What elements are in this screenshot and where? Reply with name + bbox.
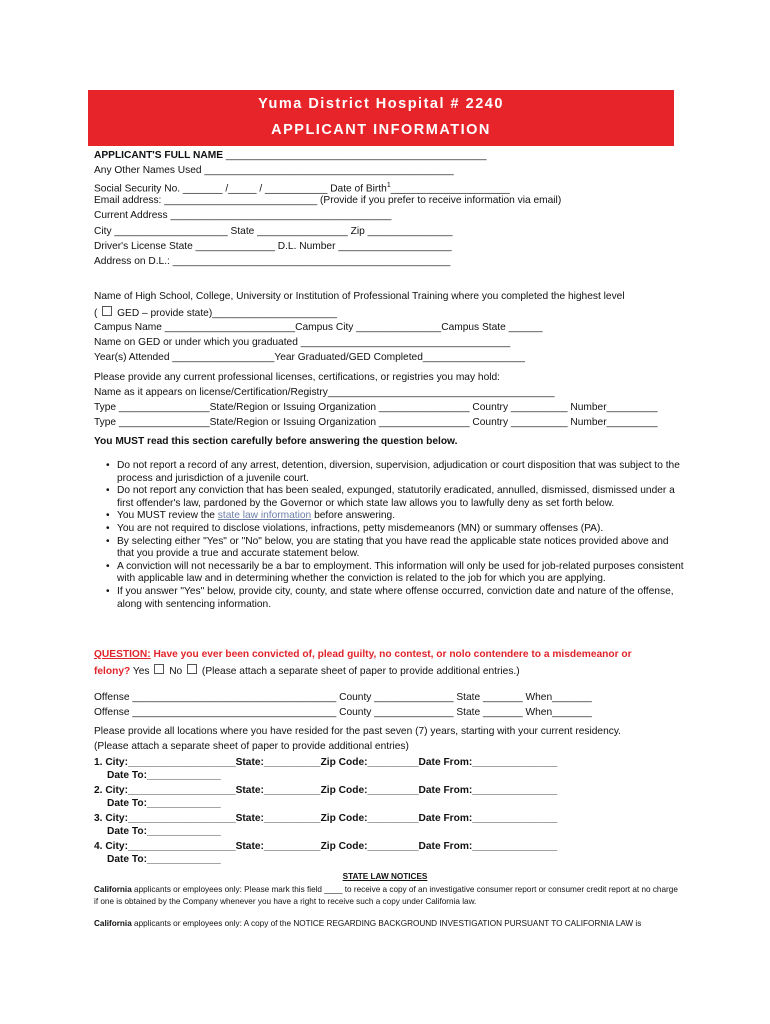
ged-name-field[interactable]: Name on GED or under which you graduated _____________________________________ xyxy=(94,337,511,348)
yes-checkbox[interactable] xyxy=(154,664,164,674)
residency-row-2[interactable]: 2. City:___________________State:__________Zip Code:_________Date From:_______________ xyxy=(94,785,558,796)
hospital-name: Yuma District Hospital # 2240 xyxy=(258,96,504,112)
residency-date-to-3[interactable]: Date To:_____________ xyxy=(107,826,221,837)
full-name-label: APPLICANT'S FULL NAME xyxy=(94,150,224,161)
question-label: QUESTION: xyxy=(94,649,151,660)
dl-address-field[interactable]: Address on D.L.: _________________________________________________ xyxy=(94,256,451,267)
conviction-question xyxy=(94,649,632,661)
no-label: No xyxy=(169,666,183,677)
notice-list xyxy=(94,460,684,611)
notice-item-selecting: • By selecting either "Yes" or "No" below, you are stating that you have read the applicable state notices provided above and that you provide a true and accurate statement below. xyxy=(94,536,684,561)
email-field[interactable]: Email address: ___________________________ (Provide if you prefer to receive information via email) xyxy=(94,195,562,206)
notice-item-juvenile: • Do not report a record of any arrest, detention, diversion, supervision, adjudication or court disposition that was subject to the process and jurisdiction of a juvenile court. xyxy=(94,460,684,485)
california-text-1: applicants or employees only: Please mark this field ____ to receive a copy of an investigative consumer report or consumer credit report at no charge if one is obtained by the Company whenever you have a right to receive such a copy under California law. xyxy=(94,885,678,906)
state-law-link[interactable]: state law information xyxy=(217,510,312,522)
california-notice-1 xyxy=(94,884,684,907)
yes-label: Yes xyxy=(132,666,150,677)
california-label-2: California xyxy=(94,919,132,928)
review-text-pre: You MUST review the xyxy=(117,510,218,522)
residency-date-to-2[interactable]: Date To:_____________ xyxy=(107,798,221,809)
dob-footnote: 1 xyxy=(386,182,391,189)
city-state-zip-field[interactable]: City ____________________ State ________________ Zip _______________ xyxy=(94,226,453,237)
ssn-label: Social Security No. _______ /_____ / ___________ Date of Birth xyxy=(94,183,387,195)
drivers-license-field[interactable]: Driver's License State ______________ D.L. Number ____________________ xyxy=(94,241,452,252)
conviction-answer xyxy=(94,664,520,678)
current-address-field[interactable]: Current Address _______________________________________ xyxy=(94,210,392,221)
residency-date-to-4[interactable]: Date To:_____________ xyxy=(107,854,221,865)
residency-row-3[interactable]: 3. City:___________________State:__________Zip Code:_________Date From:_______________ xyxy=(94,813,558,824)
license-type-field-2[interactable]: Type ________________State/Region or Issuing Organization ________________ Country __________ Number_________ xyxy=(94,417,658,428)
must-read-heading: You MUST read this section carefully before answering the question below. xyxy=(94,436,458,447)
notice-item-review xyxy=(94,510,684,523)
residency-attach-note: (Please attach a separate sheet of paper to provide additional entries) xyxy=(94,741,409,752)
residency-row-1[interactable]: 1. City:___________________State:__________Zip Code:_________Date From:_______________ xyxy=(94,757,558,768)
campus-field[interactable]: Campus Name _______________________Campus City _______________Campus State ______ xyxy=(94,322,543,333)
notice-item-conviction: • A conviction will not necessarily be a bar to employment. This information will only be used for job-related purposes consistent with applicable law and in determining whether the conviction is related to the job for which you are applying. xyxy=(94,561,684,586)
notice-item-sealed: • Do not report any conviction that has been sealed, expunged, statutorily eradicated, annulled, dismissed, dismissed under a first offender's law, pardoned by the Governor or which state law allows you to lawfully deny as set forth below. xyxy=(94,485,684,510)
ged-checkbox[interactable] xyxy=(102,306,112,316)
residency-intro: Please provide all locations where you have resided for the past seven (7) years, starting with your current residency. xyxy=(94,726,621,737)
notice-item-violations: • You are not required to disclose violations, infractions, petty misdemeanors (MN) or summary offenses (PA). xyxy=(94,523,684,536)
question-text: Have you ever been convicted of, plead guilty, no contest, or nolo contendere to a misdemeanor or xyxy=(150,649,632,660)
residency-date-to-1[interactable]: Date To:_____________ xyxy=(107,770,221,781)
licenses-intro: Please provide any current professional licenses, certifications, or registries you may hold: xyxy=(94,372,500,383)
license-name-field[interactable]: Name as it appears on license/Certification/Registry________________________________________ xyxy=(94,387,555,398)
notice-item-yes-answer: • If you answer "Yes" below, provide city, county, and state where offense occurred, conviction date and nature of the offense, along with sentencing information. xyxy=(94,586,684,611)
question-text-cont: felony? xyxy=(94,666,131,677)
years-attended-field[interactable]: Year(s) Attended __________________Year Graduated/GED Completed__________________ xyxy=(94,352,525,363)
review-text-post: before answering. xyxy=(311,510,396,522)
state-law-heading: STATE LAW NOTICES xyxy=(342,872,428,881)
other-names-field[interactable]: Any Other Names Used ____________________________________________ xyxy=(94,165,454,176)
california-label-1: California xyxy=(94,885,132,894)
form-header xyxy=(88,90,674,146)
california-notice-2 xyxy=(94,918,684,930)
ged-open-paren: ( xyxy=(94,308,98,319)
dob-blank: _____________________ xyxy=(390,183,510,195)
residency-row-4[interactable]: 4. City:___________________State:__________Zip Code:_________Date From:_______________ xyxy=(94,841,558,852)
license-type-field-1[interactable]: Type ________________State/Region or Issuing Organization ________________ Country __________ Number_________ xyxy=(94,402,658,413)
full-name-field[interactable] xyxy=(94,150,487,162)
offense-field-2[interactable]: Offense ____________________________________ County ______________ State _______ When_______ xyxy=(94,707,592,718)
ssn-dob-field[interactable] xyxy=(94,180,510,195)
no-checkbox[interactable] xyxy=(187,664,197,674)
california-text-2: applicants or employees only: A copy of the NOTICE REGARDING BACKGROUND INVESTIGATION PURSUANT TO CALIFORNIA LAW is xyxy=(131,919,642,928)
offense-field-1[interactable]: Offense ____________________________________ County ______________ State _______ When_______ xyxy=(94,692,592,703)
form-title: APPLICANT INFORMATION xyxy=(271,122,491,138)
attach-note: (Please attach a separate sheet of paper to provide additional entries.) xyxy=(201,666,520,677)
education-intro: Name of High School, College, University or Institution of Professional Training where you completed the highest level xyxy=(94,291,625,302)
ged-field[interactable] xyxy=(94,306,337,320)
full-name-blank: ______________________________________________ xyxy=(225,150,487,161)
ged-label: GED – provide state)______________________ xyxy=(117,308,337,319)
